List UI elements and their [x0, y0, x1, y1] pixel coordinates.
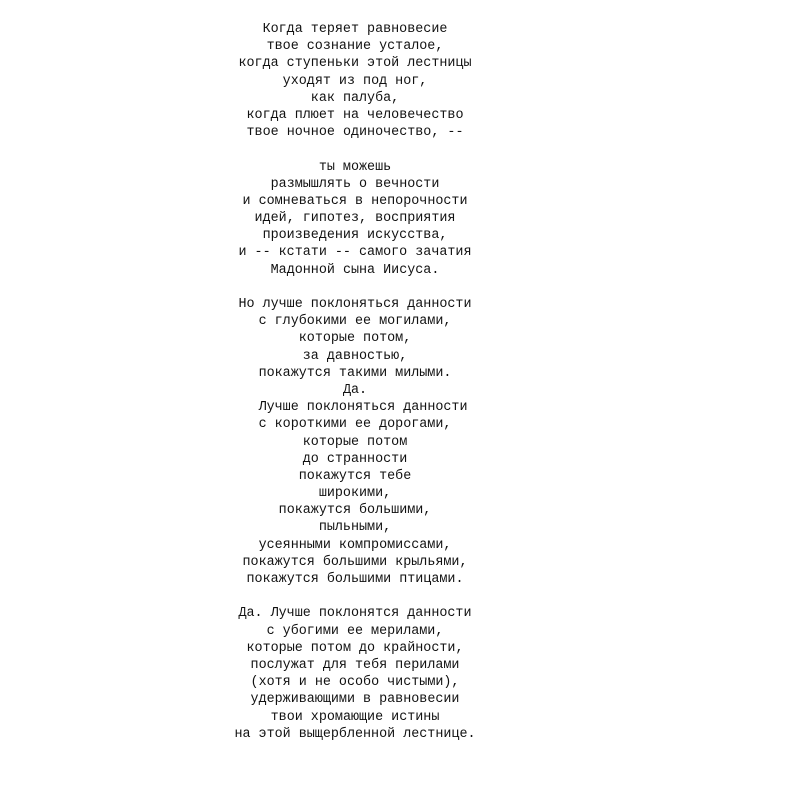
poem-line: покажутся большими птицами. [246, 572, 464, 587]
poem-line: когда ступеньки этой лестницы [238, 56, 472, 72]
poem-line: Но лучше поклоняться данности [238, 297, 472, 312]
poem-line: Мадонной сына Иисуса. [270, 262, 440, 278]
poem-line: с глубокими ее могилами, [258, 314, 452, 330]
poem-line: Лучше поклоняться данности [242, 400, 468, 416]
poem-line: произведения искусства, [262, 228, 448, 244]
poem-line: до странности [302, 451, 408, 467]
poem-line: уходят из под ног, [282, 73, 428, 89]
poem-line: твое ночное одиночество, -- [246, 125, 464, 141]
stanza [195, 21, 515, 141]
poem-line: удерживающими в равновесии [250, 692, 460, 708]
poem-line: покажутся большими крыльями, [242, 554, 468, 570]
poem-line: с короткими ее дорогами, [258, 417, 452, 433]
poem-line: широкими, [318, 486, 392, 502]
poem-line: твое сознание усталое, [266, 39, 444, 55]
poem-line: Да. Лучше поклонятся данности [238, 606, 472, 622]
poem-line: покажутся тебе [298, 468, 412, 484]
poem-line: покажутся такими милыми. [258, 365, 452, 381]
poem-line: и сомневаться в непорочности [242, 193, 468, 209]
poem-line: твои хромающие истины [270, 709, 440, 725]
poem-line: Когда теряет равновесие [262, 22, 448, 37]
poem-line: за давностью, [302, 348, 408, 364]
poem-line: с убогими ее мерилами, [266, 623, 444, 639]
poem-line: послужат для тебя перилами [250, 657, 460, 673]
stanza [195, 605, 515, 743]
poem-line: когда плюет на человечество [246, 107, 464, 123]
stanza [195, 296, 515, 588]
poem-line: (хотя и не особо чистыми), [250, 675, 460, 691]
poem-line: идей, гипотез, восприятия [254, 211, 456, 227]
poem-line: которые потом до крайности, [246, 640, 464, 656]
stanza [195, 159, 515, 279]
poem-line: которые потом [302, 434, 408, 450]
poem-line: усеянными компромиссами, [258, 537, 452, 553]
poem-line: и -- кстати -- самого зачатия [238, 245, 472, 261]
poem-line: на этой выщербленной лестнице. [234, 726, 476, 742]
poem-line: Да. [342, 382, 368, 398]
poem-line: покажутся большими, [278, 503, 432, 519]
poem-text [195, 21, 515, 743]
poem-line: которые потом, [298, 331, 412, 347]
poem-line: пыльными, [318, 520, 392, 536]
poem-line: как палуба, [310, 90, 400, 106]
poem-line: ты можешь [318, 159, 392, 175]
poem-line: размышлять о вечности [270, 176, 440, 192]
